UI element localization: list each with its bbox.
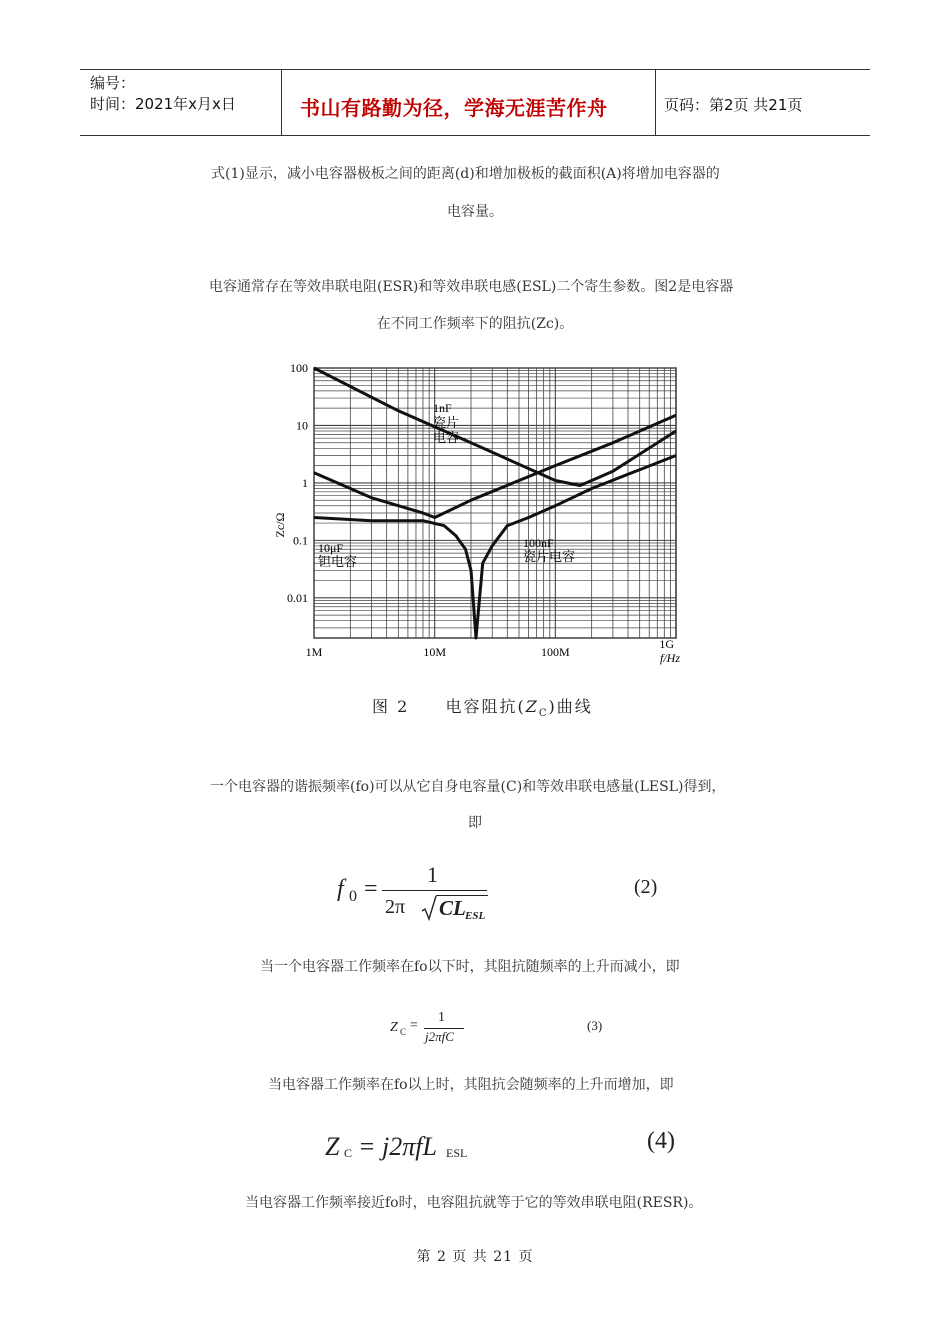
legend-1nF-line2: 瓷片	[433, 415, 460, 430]
y-tick-label: 10	[296, 418, 308, 433]
formula-3	[390, 1012, 650, 1052]
sqrt-icon	[421, 895, 437, 921]
header-page-code: 页码：第2页 共21页	[664, 96, 803, 114]
data-point	[475, 638, 476, 639]
f3-lhs: Z	[390, 1020, 398, 1035]
legend-1nF-line1: 1nF	[433, 401, 452, 415]
data-point	[444, 512, 445, 513]
formula-2	[337, 862, 717, 924]
paragraph-1-line-1: 式(1)显示，减小电容器极板之间的距离(d)和增加极板的截面积(A)将增加电容器的	[211, 166, 720, 182]
f2-den-a: 2π	[385, 896, 406, 918]
data-point	[591, 480, 592, 481]
header-divider-left	[281, 69, 282, 136]
data-point	[528, 517, 529, 518]
f2-lhs-sub: 0	[349, 888, 357, 905]
data-point	[519, 480, 520, 481]
y-tick-label: 100	[290, 361, 308, 375]
data-point	[434, 517, 435, 518]
f2-eq: =	[364, 876, 378, 902]
y-tick-label: 0.1	[293, 533, 308, 548]
data-point	[398, 410, 399, 411]
data-point	[314, 368, 315, 369]
data-point	[555, 505, 556, 506]
y-axis-label: Zc/Ω	[273, 512, 287, 538]
x-tick-label: 100M	[540, 645, 570, 659]
legend-10uF-line1: 10μF	[318, 541, 344, 555]
data-point	[455, 535, 456, 536]
data-point	[492, 545, 493, 546]
paragraph-5: 当电容器工作频率在fo以上时，其阻抗会随频率的上升而增加，即	[268, 1077, 674, 1093]
paragraph-1-line-2: 电容量。	[447, 204, 503, 220]
f4-lhs-sub: C	[344, 1146, 353, 1160]
caption-var: Z	[525, 697, 539, 716]
data-point	[371, 497, 372, 498]
footer-page-number: 第 2 页 共 21 页	[416, 1249, 534, 1265]
data-point	[579, 485, 580, 486]
f2-num: 1	[427, 862, 438, 887]
data-point	[422, 512, 423, 513]
paragraph-4: 当一个电容器工作频率在fo以下时，其阻抗随频率的上升而减小，即	[260, 959, 680, 975]
x-tick-label: 1M	[305, 645, 323, 659]
header-bottom-rule	[80, 135, 870, 136]
legend-10uF-line2: 钽电容	[318, 554, 358, 569]
f3-num: 1	[438, 1010, 445, 1025]
data-point	[555, 465, 556, 466]
f3-lhs-sub: C	[400, 1027, 407, 1037]
data-point	[314, 472, 315, 473]
formula-4	[325, 1128, 705, 1170]
paragraph-3-line-2: 即	[468, 815, 482, 831]
data-point	[612, 442, 613, 443]
f3-eq: =	[410, 1018, 418, 1033]
data-point	[314, 517, 315, 518]
figure-caption	[372, 694, 593, 719]
data-point	[470, 500, 471, 501]
x-tick-label: 1G	[659, 637, 674, 651]
x-tick-label: 10M	[423, 645, 447, 659]
legend-100nF-line2: 瓷片电容	[523, 549, 576, 564]
data-point	[371, 520, 372, 521]
caption-text: 电容阻抗(	[445, 697, 526, 716]
f3-tag: (3)	[587, 1018, 603, 1033]
caption-prefix: 图 2	[372, 697, 410, 716]
y-tick-label: 0.01	[287, 590, 308, 605]
header-divider-right	[655, 69, 656, 136]
legend-100nF-line1: 100nF	[523, 536, 554, 550]
y-tick-label: 1	[302, 475, 308, 490]
header-motto: 书山有路勤为径，学海无涯苦作舟	[300, 96, 608, 120]
data-point	[676, 455, 677, 456]
paragraph-2-line-2: 在不同工作频率下的阻抗(Zc)。	[376, 316, 574, 332]
chart-grid	[314, 368, 676, 638]
f2-den-sub: ESL	[465, 910, 486, 922]
data-point	[422, 520, 423, 521]
f2-den-b: CL	[439, 896, 466, 920]
f3-den: j2πfC	[425, 1029, 454, 1044]
data-point	[470, 442, 471, 443]
paragraph-2-line-1: 电容通常存在等效串联电阻(ESR)和等效串联电感(ESL)二个寄生参数。图2是电容器	[209, 279, 734, 295]
f4-rhs-sub: ESL	[446, 1146, 468, 1160]
impedance-chart	[273, 360, 698, 670]
data-point	[555, 480, 556, 481]
f2-fraction-bar	[382, 890, 487, 891]
data-point	[470, 570, 471, 571]
header-number-label: 编号：	[90, 74, 136, 92]
data-point	[465, 549, 466, 550]
paragraph-3-line-1: 一个电容器的谐振频率(fo)可以从它自身电容量(C)和等效串联电感量(LESL)得到，	[210, 779, 726, 795]
f4-lhs: Z	[325, 1132, 340, 1161]
data-point	[612, 471, 613, 472]
chart-ticks	[287, 361, 674, 659]
f2-lhs: f	[337, 876, 344, 902]
caption-sub: C	[538, 708, 549, 720]
legend-1nF-line3: 电容	[433, 430, 460, 445]
data-point	[676, 431, 677, 432]
data-point	[591, 488, 592, 489]
header-top-rule	[80, 69, 870, 70]
x-axis-unit: f/Hz	[660, 651, 681, 665]
f2-tag: (2)	[634, 876, 658, 898]
data-point	[444, 525, 445, 526]
paragraph-6: 当电容器工作频率接近fo时，电容阻抗就等于它的等效串联电阻(RESR)。	[245, 1195, 703, 1211]
header-time-label: 时间：2021年x月x日	[90, 95, 236, 113]
caption-suffix: )曲线	[548, 697, 593, 716]
data-point	[507, 525, 508, 526]
data-point	[482, 563, 483, 564]
f4-rhs: = j2πfL	[358, 1132, 437, 1161]
f4-tag: (4)	[647, 1128, 675, 1154]
data-point	[676, 415, 677, 416]
